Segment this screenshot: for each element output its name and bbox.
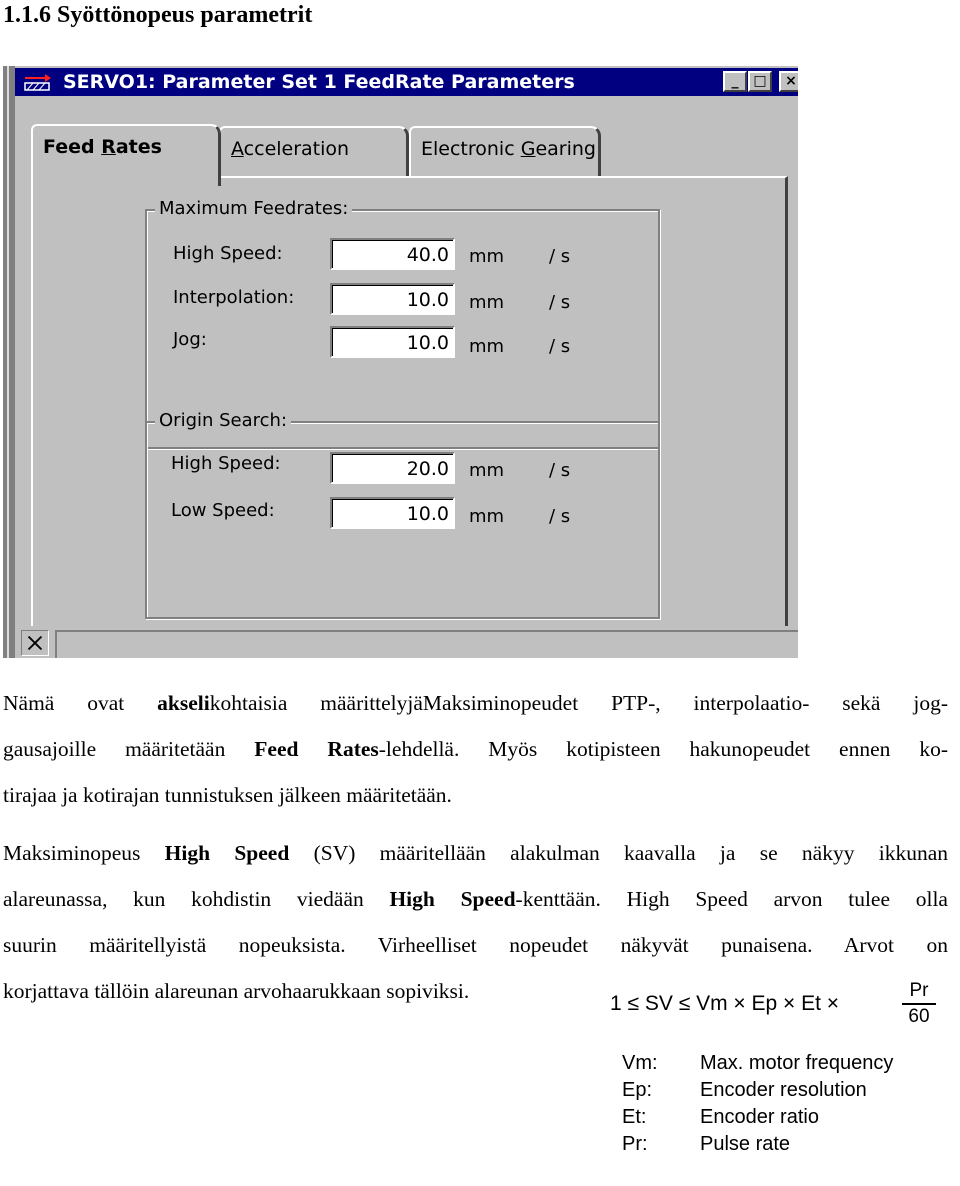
tab-label-accel-key: A	[231, 138, 244, 160]
tab-label-accel-key: R	[101, 136, 116, 158]
legend-symbol: Et:	[622, 1106, 647, 1128]
bold-term: akseli	[157, 691, 210, 715]
fraction-denominator: 60	[908, 1006, 930, 1027]
tab-label-post: earing	[535, 138, 596, 160]
tab-label-post: cceleration	[243, 138, 350, 160]
per-second-label: / s	[549, 292, 571, 313]
text-line: korjattava tällöin alareunan arvohaarukkaan sopiviksi.	[3, 979, 470, 1003]
bold-term: High Speed	[164, 841, 290, 865]
app-icon	[23, 72, 53, 92]
per-second-label: / s	[549, 506, 571, 527]
text-run: kohtaisia määrittelyjäMaksiminopeudet PTP-, interpolaatio- sekä jog-	[209, 691, 949, 715]
legend-row	[622, 1104, 893, 1131]
legend-row	[622, 1131, 893, 1158]
jog-label: Jog:	[173, 329, 207, 350]
text-run: gausajoille määritetään	[3, 737, 255, 761]
per-second-label: / s	[549, 246, 571, 267]
high-speed-input[interactable]: 40.0	[330, 238, 455, 270]
tab-label-accel-key: G	[520, 138, 536, 160]
feedrate-dialog-screenshot	[3, 66, 798, 658]
tab-label-post: ates	[115, 136, 162, 158]
formula-expression: 1 ≤ SV ≤ Vm × Ep × Et ×	[610, 992, 840, 1015]
text-run: Maksiminopeus	[3, 841, 165, 865]
formula-legend	[622, 1050, 893, 1158]
text-line	[3, 830, 948, 876]
minimize-button[interactable]: _	[723, 71, 747, 92]
tab-acceleration[interactable]	[219, 126, 409, 176]
high-speed-label: High Speed:	[173, 243, 283, 264]
status-bar	[15, 626, 798, 658]
text-run: Nämä ovat	[3, 691, 158, 715]
unit-label: mm	[469, 292, 505, 313]
legend-description: Encoder ratio	[700, 1106, 819, 1128]
unit-label: mm	[469, 246, 505, 267]
text-line	[3, 726, 948, 772]
origin-low-speed-label: Low Speed:	[171, 500, 275, 521]
bold-term: High Speed	[389, 887, 516, 911]
fraction-bar	[902, 1003, 936, 1005]
close-button[interactable]: ×	[779, 71, 798, 92]
bold-term: Feed Rates	[254, 737, 379, 761]
origin-low-speed-input[interactable]: 10.0	[330, 497, 455, 529]
text-line: suurin määritellyistä nopeuksista. Virheelliset nopeudet näkyvät punaisena. Arvot on	[3, 933, 948, 957]
tab-label-pre: Electronic	[421, 138, 521, 160]
max-speed-formula	[580, 980, 960, 1165]
interpolation-input[interactable]: 10.0	[330, 283, 455, 315]
legend-symbol: Pr:	[622, 1133, 648, 1155]
per-second-label: / s	[549, 460, 571, 481]
text-run: -kenttään. High Speed arvon tulee olla	[515, 887, 948, 911]
maximize-button[interactable]: □	[748, 71, 772, 92]
tab-electronic-gearing[interactable]	[409, 126, 601, 176]
text-run: alareunassa, kun kohdistin viedään	[3, 887, 390, 911]
text-run: -lehdellä. Myös kotipisteen hakunopeudet ennen ko-	[378, 737, 948, 761]
legend-row	[622, 1050, 893, 1077]
legend-description: Max. motor frequency	[700, 1052, 894, 1074]
window-title: SERVO1: Parameter Set 1 FeedRate Parameters	[63, 71, 575, 93]
origin-high-speed-input[interactable]: 20.0	[330, 452, 455, 484]
window-frame	[3, 66, 15, 658]
group-label: Origin Search:	[155, 410, 291, 431]
paragraph-feed-rates	[3, 680, 948, 818]
group-label: Maximum Feedrates:	[155, 198, 352, 219]
tab-feed-rates[interactable]	[31, 124, 221, 186]
jog-input[interactable]: 10.0	[330, 326, 455, 358]
unit-label: mm	[469, 336, 505, 357]
legend-symbol: Ep:	[622, 1079, 653, 1101]
origin-high-speed-label: High Speed:	[171, 453, 281, 474]
legend-symbol: Vm:	[622, 1052, 658, 1074]
title-bar[interactable]	[15, 68, 798, 96]
legend-row	[622, 1077, 893, 1104]
fraction-numerator: Pr	[909, 980, 929, 1001]
tab-label-pre: Feed	[43, 136, 102, 158]
unit-label: mm	[469, 506, 505, 527]
legend-description: Encoder resolution	[700, 1079, 867, 1101]
status-message-field	[55, 630, 798, 658]
text-line	[3, 876, 948, 922]
interpolation-label: Interpolation:	[173, 287, 295, 308]
text-line	[3, 680, 948, 726]
per-second-label: / s	[549, 336, 571, 357]
unit-label: mm	[469, 460, 505, 481]
section-heading: 1.1.6 Syöttönopeus parametrit	[3, 2, 313, 28]
legend-description: Pulse rate	[700, 1133, 791, 1155]
text-run: (SV) määritellään alakulman kaavalla ja se näkyy ikkunan	[289, 841, 948, 865]
formula-fraction	[902, 980, 936, 1028]
error-x-icon	[21, 630, 49, 656]
text-line: tirajaa ja kotirajan tunnistuksen jälkeen määritetään.	[3, 783, 452, 807]
